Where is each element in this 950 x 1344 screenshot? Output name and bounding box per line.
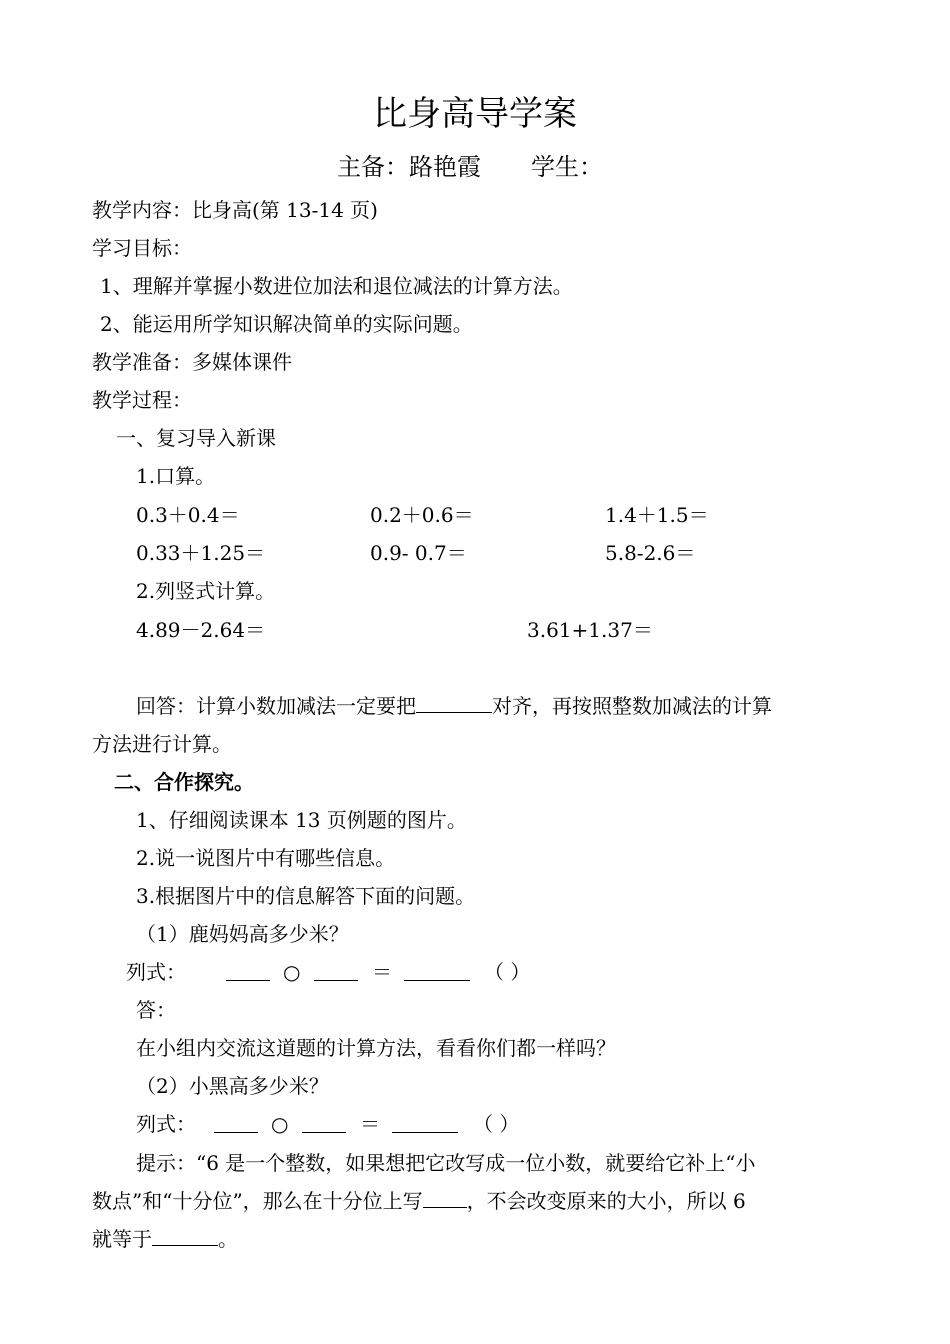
formula-label: 列式： [136,1112,196,1136]
section1-heading: 一、复习导入新课 [116,426,276,450]
oral-problem: 1.4＋1.5＝ [605,503,709,527]
teaching-content: 教学内容：比身高(第 13-14 页) [92,198,378,222]
oral-problem: 0.33＋1.25＝ [136,541,266,565]
section2-heading: 二、合作探究。 [114,770,254,794]
vertical-problem: 3.61+1.37＝ [527,618,653,642]
hint-text-b1: 数点”和“十分位”，那么在十分位上写 [92,1189,423,1213]
oral-problem: 5.8-2.6＝ [605,541,696,565]
answer-text-c: 方法进行计算。 [92,732,232,756]
answer-label: 答： [136,998,176,1022]
circle-symbol: ○ [271,1112,289,1136]
hint-text-b2: ，不会改变原来的大小，所以 6 [466,1189,746,1213]
equals-sign: ＝ [372,960,392,984]
oral-problem: 0.3＋0.4＝ [136,503,240,527]
fill-blank[interactable] [152,1227,218,1246]
page-title: 比身高导学案 [373,94,577,134]
vertical-heading: 2.列竖式计算。 [136,579,276,603]
equals-sign: ＝ [360,1112,380,1136]
circle-symbol: ○ [283,960,301,984]
vertical-problem: 4.89－2.64＝ [136,618,266,642]
fill-blank[interactable] [404,962,470,981]
oral-problem: 0.2＋0.6＝ [370,503,474,527]
hint-line-c [92,1227,238,1251]
formula-label: 列式： [126,960,186,984]
oral-heading: 1.口算。 [136,464,216,488]
goal-2: 2、能运用所学知识解决简单的实际问题。 [100,312,473,336]
hint-line-b [92,1189,746,1213]
teaching-process: 教学过程： [92,388,192,412]
teaching-prep: 教学准备：多媒体课件 [92,350,292,374]
section2-item-1: 1、仔细阅读课本 13 页例题的图片。 [136,808,467,832]
answer-text-a: 回答：计算小数加减法一定要把 [136,694,416,718]
fill-blank[interactable] [214,1114,258,1133]
goals-heading: 学习目标： [92,236,192,260]
fill-blank[interactable] [302,1114,346,1133]
oral-problem: 0.9- 0.7＝ [370,541,467,565]
discuss-text: 在小组内交流这道题的计算方法，看看你们都一样吗？ [136,1036,616,1060]
fill-blank[interactable] [392,1114,458,1133]
unit-paren: （ ） [484,960,531,984]
question-1: （1）鹿妈妈高多少米？ [136,922,349,946]
student-label: 学生： [531,153,603,181]
hint-text-a: 提示：“6 是一个整数，如果想把它改写成一位小数，就要给它补上“小 [136,1151,756,1175]
hint-text-c2: 。 [218,1227,238,1251]
section2-item-2: 2.说一说图片中有哪些信息。 [136,846,396,870]
section2-item-3: 3.根据图片中的信息解答下面的问题。 [136,884,476,908]
unit-paren: （ ） [473,1112,520,1136]
question-2: （2）小黑高多少米？ [136,1074,329,1098]
subtitle [337,152,603,182]
fill-blank[interactable] [226,962,270,981]
answer-text-b: 对齐，再按照整数加减法的计算 [492,694,772,718]
preparer-label: 主备：路艳霞 [337,153,481,181]
goal-1: 1、理解并掌握小数进位加法和退位减法的计算方法。 [100,274,573,298]
fill-blank[interactable] [416,694,492,713]
fill-blank[interactable] [314,962,358,981]
answer-line [136,694,772,718]
fill-blank[interactable] [423,1189,467,1208]
hint-text-c1: 就等于 [92,1227,152,1251]
